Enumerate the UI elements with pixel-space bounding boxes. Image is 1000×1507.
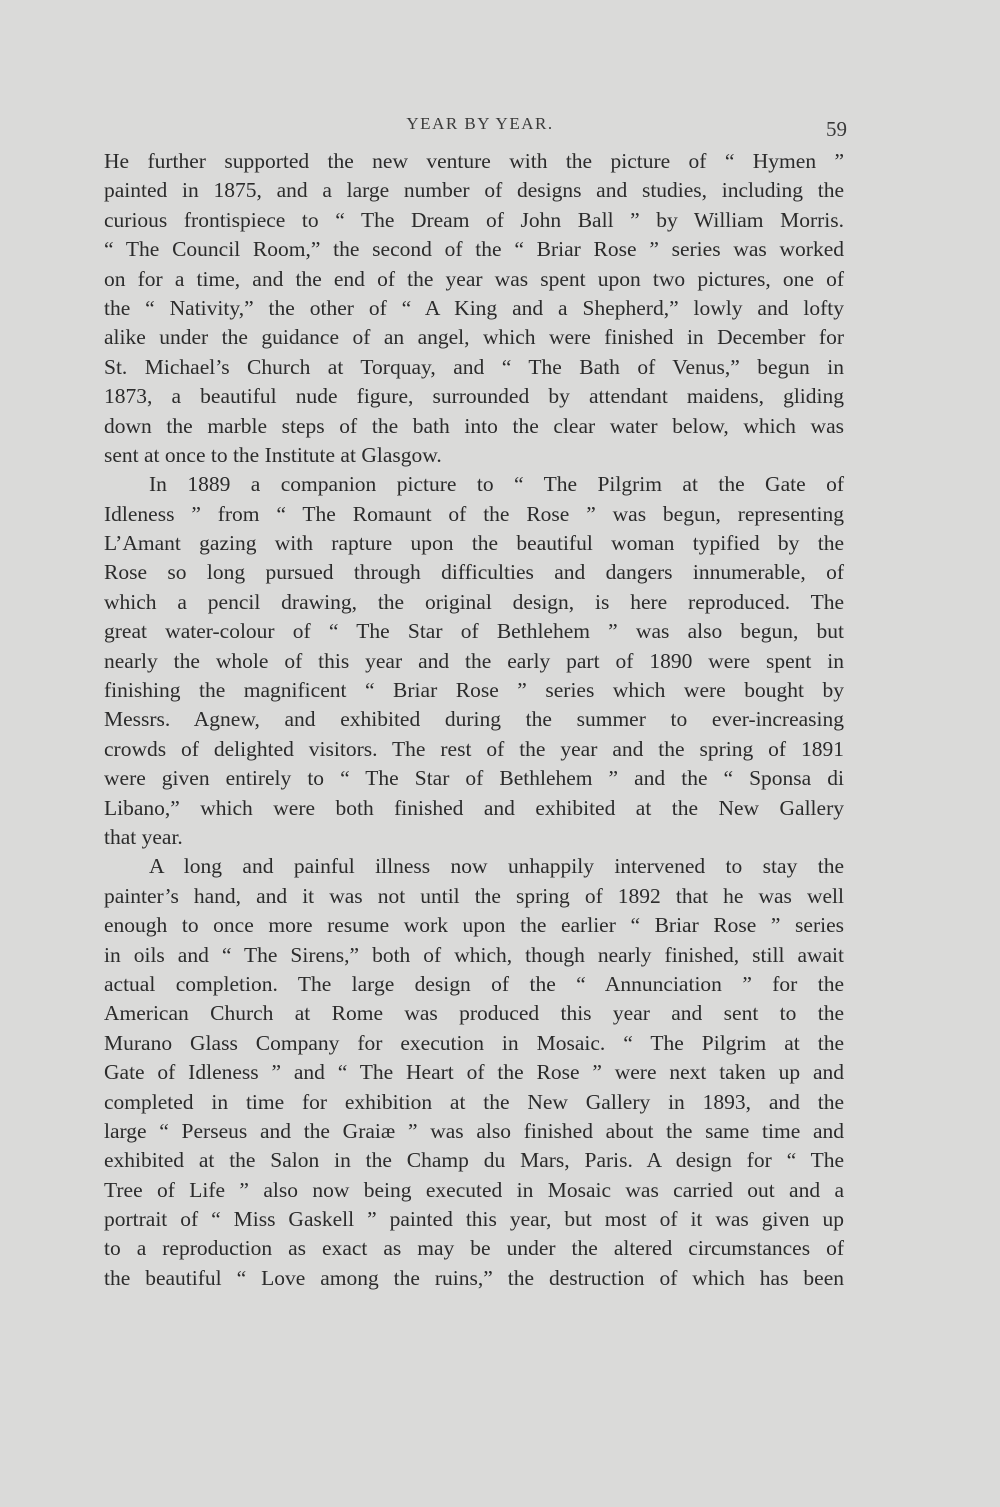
paragraph	[104, 852, 844, 1293]
text-line: the “ Nativity,” the other of “ A King and a Shepherd,” lowly and lofty	[104, 295, 844, 320]
text-line: St. Michael’s Church at Torquay, and “ The Bath of Venus,” begun in	[104, 354, 844, 379]
text-line: enough to once more resume work upon the earlier “ Briar Rose ” series	[104, 913, 844, 938]
text-line: A long and painful illness now unhappily intervened to stay the	[149, 854, 844, 879]
text-line: L’Amant gazing with rapture upon the beautiful woman typified by the	[104, 531, 844, 556]
text-line: He further supported the new venture with the picture of “ Hymen ”	[104, 149, 844, 173]
text-line: Messrs. Agnew, and exhibited during the summer to ever-increasing	[104, 707, 844, 732]
text-line: the beautiful “ Love among the ruins,” the destruction of which has been	[104, 1265, 844, 1290]
text-line: American Church at Rome was produced this year and sent to the	[104, 1001, 844, 1026]
text-line: sent at once to the Institute at Glasgow.	[104, 442, 442, 467]
text-line: curious frontispiece to “ The Dream of John Ball ” by William Morris.	[104, 207, 844, 232]
text-line: 1873, a beautiful nude figure, surrounded by attendant maidens, gliding	[104, 384, 844, 409]
text-line: Murano Glass Company for execution in Mosaic. “ The Pilgrim at the	[104, 1030, 844, 1055]
running-title: YEAR BY YEAR.	[406, 114, 554, 133]
text-line: that year.	[104, 824, 183, 849]
text-line: down the marble steps of the bath into the clear water below, which was	[104, 413, 844, 438]
text-line: actual completion. The large design of the “ Annunciation ” for the	[104, 971, 844, 996]
text-line: Rose so long pursued through difficulties and dangers innumerable, of	[104, 560, 844, 585]
page-number: 59	[826, 117, 847, 141]
text-line: In 1889 a companion picture to “ The Pilgrim at the Gate of	[149, 472, 844, 497]
text-line: finishing the magnificent “ Briar Rose ” series which were bought by	[104, 678, 844, 703]
text-line: nearly the whole of this year and the early part of 1890 were spent in	[104, 648, 844, 673]
text-line: were given entirely to “ The Star of Bethlehem ” and the “ Sponsa di	[104, 766, 844, 791]
text-line: Libano,” which were both finished and exhibited at the New Gallery	[104, 795, 844, 820]
text-line: which a pencil drawing, the original design, is here reproduced. The	[104, 589, 844, 614]
text-line: in oils and “ The Sirens,” both of which, though nearly finished, still await	[104, 942, 844, 967]
text-line: painted in 1875, and a large number of designs and studies, including the	[104, 178, 844, 203]
text-line: Idleness ” from “ The Romaunt of the Rose ” was begun, representing	[104, 501, 844, 526]
body-text	[104, 147, 844, 1293]
text-line: crowds of delighted visitors. The rest of the year and the spring of 1891	[104, 736, 844, 761]
paragraph	[104, 470, 844, 852]
text-line: painter’s hand, and it was not until the spring of 1892 that he was well	[104, 883, 844, 908]
text-line: on for a time, and the end of the year was spent upon two pictures, one of	[104, 266, 844, 291]
text-line: portrait of “ Miss Gaskell ” painted this year, but most of it was given up	[104, 1207, 844, 1232]
text-line: great water-colour of “ The Star of Bethlehem ” was also begun, but	[104, 619, 844, 644]
text-line: Tree of Life ” also now being executed in Mosaic was carried out and a	[104, 1177, 844, 1202]
text-line: large “ Perseus and the Graiæ ” was also finished about the same time and	[104, 1118, 844, 1143]
text-line: completed in time for exhibition at the New Gallery in 1893, and the	[104, 1089, 844, 1114]
text-line: alike under the guidance of an angel, which were finished in December for	[104, 325, 844, 350]
text-line: “ The Council Room,” the second of the “ Briar Rose ” series was worked	[104, 237, 844, 262]
text-line: exhibited at the Salon in the Champ du Mars, Paris. A design for “ The	[104, 1148, 844, 1173]
paragraph	[104, 147, 844, 470]
text-line: to a reproduction as exact as may be under the altered circumstances of	[104, 1236, 844, 1261]
text-line: Gate of Idleness ” and “ The Heart of the Rose ” were next taken up and	[104, 1060, 844, 1085]
